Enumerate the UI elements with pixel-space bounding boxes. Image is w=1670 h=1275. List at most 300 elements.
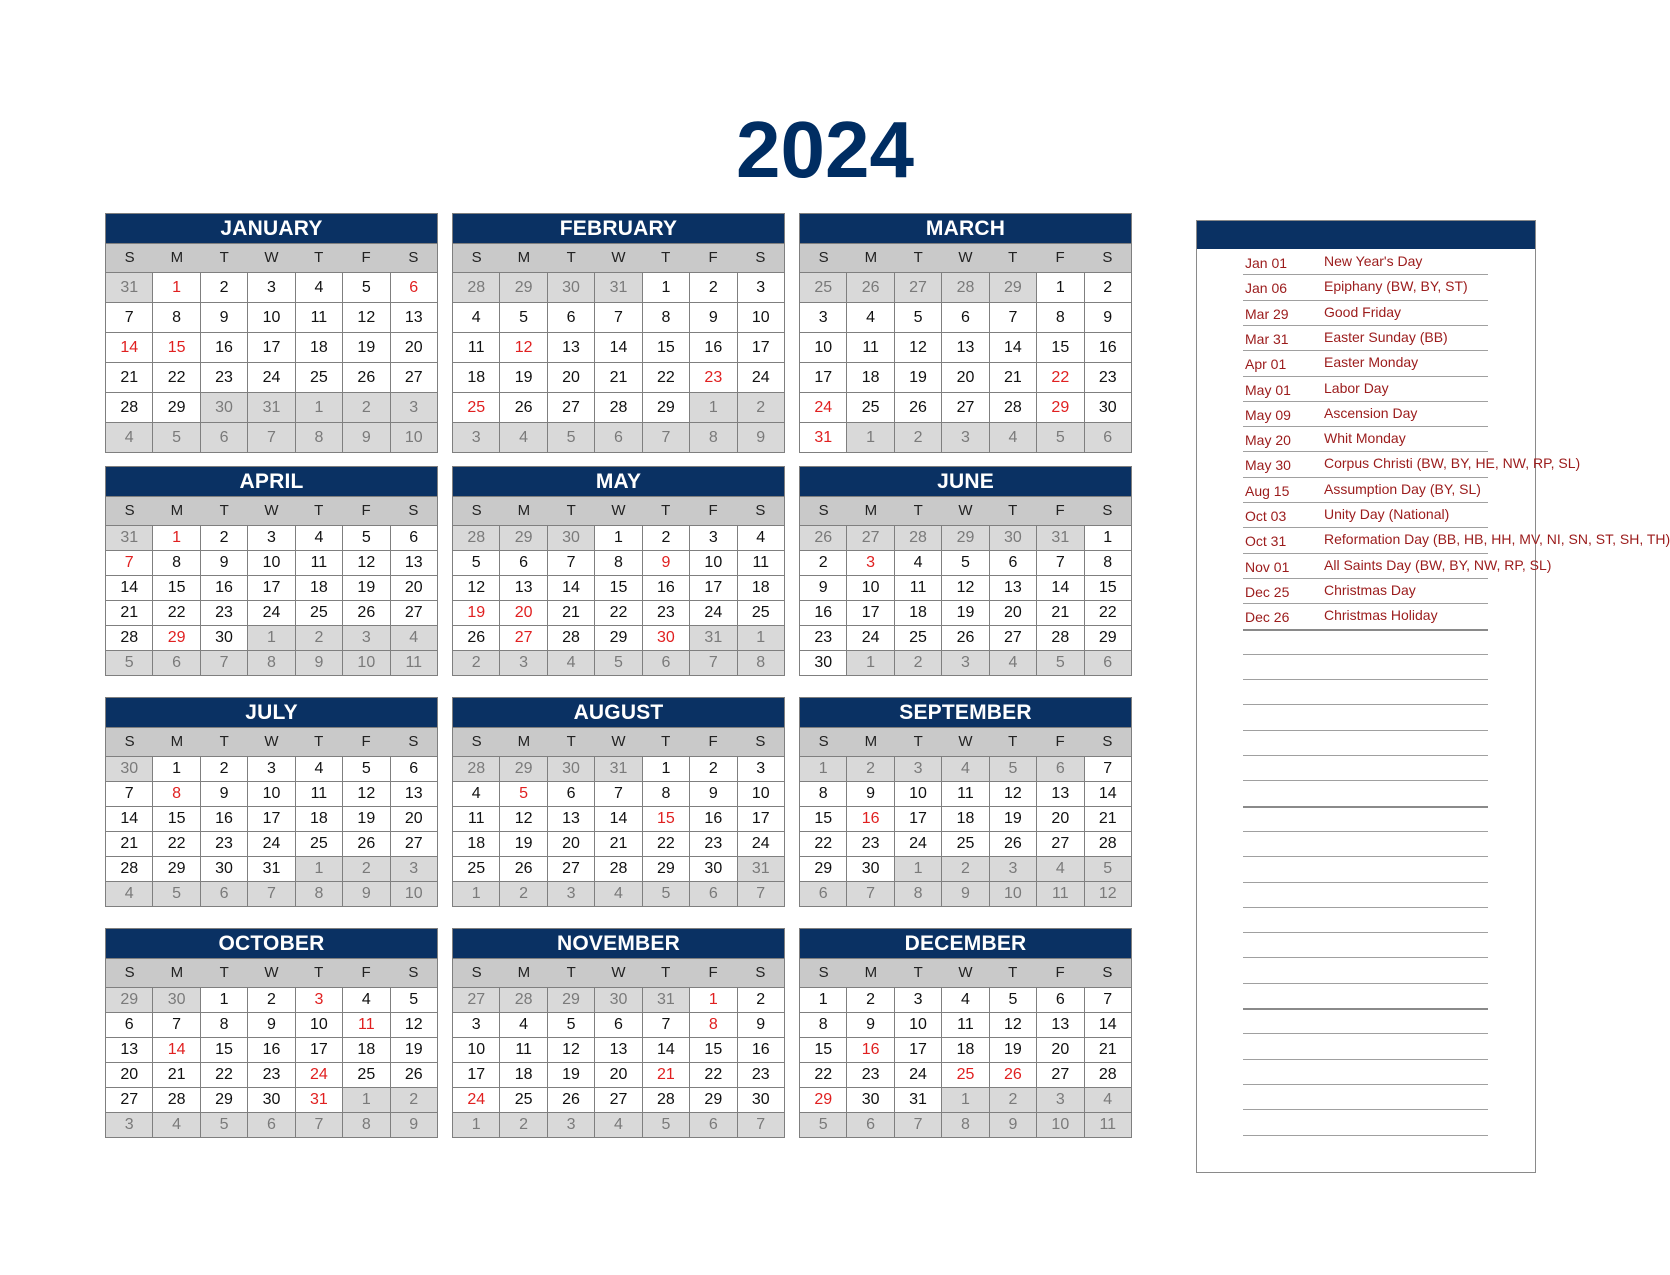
day-cell-other-month: 2 (846, 757, 893, 781)
day-cell-holiday: 24 (467, 1091, 486, 1108)
day-cell: 13 (390, 303, 437, 332)
day-cell: 30 (846, 857, 893, 881)
month-name: APRIL (106, 467, 437, 496)
day-cell-other-month: 3 (941, 651, 988, 675)
holiday-panel-header (1197, 221, 1535, 249)
day-cell-holiday: 25 (941, 1063, 988, 1087)
holiday-rule-line (1243, 983, 1488, 984)
holiday-date: May 01 (1245, 381, 1291, 398)
week-row (106, 422, 437, 452)
day-cell: 21 (1084, 807, 1131, 831)
month-name: JULY (106, 698, 437, 727)
day-cell-other-month: 10 (390, 882, 437, 906)
day-cell-holiday: 3 (295, 988, 342, 1012)
day-cell: 6 (390, 757, 437, 781)
day-cell: 15 (814, 1041, 833, 1058)
day-cell: 1 (642, 757, 689, 781)
day-cell: 5 (547, 1013, 594, 1037)
day-cell-other-month: 3 (989, 857, 1036, 881)
weekday-label: W (958, 733, 973, 750)
day-cell: 24 (737, 363, 784, 392)
day-cell: 17 (247, 807, 294, 831)
weekday-label: M (864, 502, 878, 519)
day-cell: 6 (390, 526, 437, 550)
week-row (453, 302, 784, 332)
day-cell: 24 (846, 626, 893, 650)
holiday-name: Corpus Christi (BW, BY, HE, NW, RP, SL) (1324, 455, 1581, 472)
week-row (453, 781, 784, 806)
week-row (106, 856, 437, 881)
weekday-label: M (170, 733, 184, 750)
day-cell: 14 (594, 807, 641, 831)
week-row (106, 1037, 437, 1062)
day-cell: 14 (594, 333, 641, 362)
weekday-label: W (611, 733, 626, 750)
day-cell-other-month: 10 (1036, 1113, 1083, 1137)
week-row (453, 650, 784, 675)
month-name: NOVEMBER (453, 929, 784, 958)
weekday-label: T (1008, 964, 1018, 981)
day-cell: 24 (894, 1063, 941, 1087)
day-cell-other-month: 29 (499, 526, 546, 550)
day-cell: 27 (390, 832, 437, 856)
day-cell-other-month: 7 (894, 1113, 941, 1137)
week-row (106, 575, 437, 600)
day-cell-other-month: 1 (800, 757, 846, 781)
weekday-label: F (708, 249, 718, 266)
day-cell: 20 (120, 1066, 139, 1083)
day-cell: 22 (200, 1063, 247, 1087)
holiday-rule-line (1243, 629, 1488, 631)
day-cell: 5 (471, 554, 481, 571)
day-cell: 10 (247, 782, 294, 806)
week-row (106, 392, 437, 422)
day-cell-other-month: 1 (342, 1088, 389, 1112)
week-row (453, 756, 784, 781)
holiday-rule-line (1243, 553, 1488, 554)
weekday-label: M (517, 249, 531, 266)
day-cell: 14 (642, 1038, 689, 1062)
week-row (453, 525, 784, 550)
holiday-rule-line (1243, 502, 1488, 503)
weekday-label: W (611, 502, 626, 519)
day-cell: 19 (499, 832, 546, 856)
holiday-rule-line (1243, 957, 1488, 958)
day-cell-other-month: 2 (894, 651, 941, 675)
day-cell: 13 (120, 1041, 139, 1058)
holiday-rule-line (1243, 1008, 1488, 1010)
day-cell-other-month: 31 (737, 857, 784, 881)
month-december (799, 928, 1132, 1138)
day-cell: 11 (467, 339, 485, 356)
day-cell: 29 (642, 857, 689, 881)
day-cell-other-month: 3 (390, 393, 437, 422)
day-cell: 6 (941, 303, 988, 332)
day-cell-other-month: 1 (737, 626, 784, 650)
day-cell: 13 (547, 333, 594, 362)
day-cell: 11 (737, 551, 784, 575)
day-cell: 25 (941, 832, 988, 856)
day-cell-other-month: 30 (547, 526, 594, 550)
holiday-name: Labor Day (1324, 379, 1389, 396)
month-september (799, 697, 1132, 907)
day-cell: 30 (200, 857, 247, 881)
day-cell-holiday: 29 (814, 1091, 833, 1108)
week-row (106, 332, 437, 362)
day-cell-other-month: 29 (499, 273, 546, 302)
holiday-rule-line (1243, 1109, 1488, 1110)
day-cell: 22 (642, 832, 689, 856)
day-cell: 25 (894, 626, 941, 650)
day-cell-other-month: 6 (1084, 423, 1131, 452)
week-row (800, 987, 1131, 1012)
day-cell-holiday: 29 (1036, 393, 1083, 422)
week-row (106, 781, 437, 806)
day-cell: 27 (120, 1091, 139, 1108)
week-row (800, 302, 1131, 332)
holiday-rule-line (1243, 704, 1488, 705)
day-cell: 12 (499, 807, 546, 831)
week-row (800, 362, 1131, 392)
day-cell: 13 (547, 807, 594, 831)
day-cell: 30 (200, 626, 247, 650)
weekday-label: T (661, 964, 671, 981)
day-cell-holiday: 25 (467, 399, 486, 416)
day-cell-other-month: 1 (941, 1088, 988, 1112)
day-cell: 6 (124, 1016, 134, 1033)
holiday-rule-line (1243, 451, 1488, 452)
day-cell-other-month: 31 (106, 273, 152, 302)
day-cell-other-month: 30 (106, 757, 152, 781)
day-cell: 20 (390, 807, 437, 831)
weekday-label: F (1055, 249, 1065, 266)
day-cell: 23 (1084, 363, 1131, 392)
day-cell: 8 (1036, 303, 1083, 332)
day-cell-other-month: 6 (594, 423, 641, 452)
day-cell: 9 (689, 782, 736, 806)
day-cell-other-month: 7 (295, 1113, 342, 1137)
week-row (453, 625, 784, 650)
day-cell-holiday: 14 (120, 339, 139, 356)
holiday-date: Jan 01 (1245, 255, 1288, 271)
week-row (453, 550, 784, 575)
day-cell-other-month: 4 (390, 626, 437, 650)
day-cell-other-month: 9 (390, 1113, 437, 1137)
day-cell: 18 (342, 1038, 389, 1062)
day-cell: 15 (594, 576, 641, 600)
weekday-label: S (471, 733, 482, 750)
day-cell-other-month: 10 (342, 651, 389, 675)
day-cell-other-month: 3 (547, 1113, 594, 1137)
weekday-label: S (755, 502, 766, 519)
day-cell-holiday: 6 (390, 273, 437, 302)
day-cell-other-month: 4 (989, 651, 1036, 675)
day-cell: 6 (989, 551, 1036, 575)
day-cell: 18 (941, 807, 988, 831)
day-cell: 26 (894, 393, 941, 422)
day-cell-other-month: 31 (594, 757, 641, 781)
month-august (452, 697, 785, 907)
day-cell-other-month: 3 (106, 1113, 152, 1137)
holiday-rule-line (1243, 1084, 1488, 1085)
week-row (453, 332, 784, 362)
day-cell-holiday: 31 (814, 429, 833, 446)
day-cell-other-month: 10 (390, 423, 437, 452)
day-cell: 14 (1084, 782, 1131, 806)
week-row (453, 1062, 784, 1087)
day-cell: 16 (814, 604, 833, 621)
day-cell: 12 (342, 303, 389, 332)
day-cell-holiday: 26 (989, 1063, 1036, 1087)
weekday-header-row (800, 727, 1131, 756)
holiday-date: May 20 (1245, 432, 1291, 449)
day-cell: 11 (467, 810, 485, 827)
day-cell-other-month: 7 (737, 1113, 784, 1137)
day-cell: 11 (295, 551, 342, 575)
weekday-header-row (800, 496, 1131, 525)
week-row (106, 600, 437, 625)
week-row (106, 1087, 437, 1112)
weekday-header-row (106, 496, 437, 525)
day-cell: 23 (846, 1063, 893, 1087)
holiday-rule-line (1243, 907, 1488, 908)
weekday-label: F (361, 502, 371, 519)
day-cell-other-month: 4 (152, 1113, 199, 1137)
day-cell-holiday: 1 (152, 526, 199, 550)
weekday-label: T (566, 249, 576, 266)
day-cell: 3 (247, 273, 294, 302)
day-cell-holiday: 30 (642, 626, 689, 650)
day-cell-other-month: 5 (642, 1113, 689, 1137)
week-row (800, 1037, 1131, 1062)
day-cell: 29 (200, 1088, 247, 1112)
day-cell: 8 (642, 303, 689, 332)
weekday-label: W (611, 964, 626, 981)
holiday-name: Easter Sunday (BB) (1324, 328, 1448, 345)
day-cell-holiday: 22 (1036, 363, 1083, 392)
weekday-label: T (219, 733, 229, 750)
day-cell: 9 (846, 1013, 893, 1037)
day-cell: 13 (989, 576, 1036, 600)
day-cell: 21 (120, 604, 139, 621)
holiday-name: Reformation Day (BB, HB, HH, MV, NI, SN, ST, SH, TH) (1324, 531, 1670, 548)
weekday-label: S (408, 964, 419, 981)
holiday-rule-line (1243, 376, 1488, 377)
weekday-label: T (913, 733, 923, 750)
day-cell: 28 (120, 399, 139, 416)
holiday-rule-line (1243, 603, 1488, 604)
weekday-label: S (408, 249, 419, 266)
day-cell: 15 (200, 1038, 247, 1062)
holiday-rule-line (1243, 1059, 1488, 1060)
day-cell: 5 (989, 988, 1036, 1012)
day-cell: 25 (295, 363, 342, 392)
weekday-label: T (219, 502, 229, 519)
day-cell: 15 (814, 810, 833, 827)
day-cell-other-month: 27 (894, 273, 941, 302)
weekday-label: T (314, 733, 324, 750)
day-cell: 27 (390, 363, 437, 392)
day-cell-other-month: 2 (453, 651, 499, 675)
day-cell: 22 (152, 832, 199, 856)
week-row (800, 625, 1131, 650)
week-row (800, 881, 1131, 906)
day-cell: 1 (594, 526, 641, 550)
day-cell: 5 (342, 273, 389, 302)
day-cell: 30 (689, 857, 736, 881)
day-cell: 10 (894, 1013, 941, 1037)
day-cell: 2 (846, 988, 893, 1012)
weekday-header-row (453, 958, 784, 987)
weekday-label: T (314, 964, 324, 981)
day-cell-other-month: 28 (453, 273, 499, 302)
day-cell-other-month: 5 (800, 1113, 846, 1137)
holiday-rule-line (1243, 401, 1488, 402)
day-cell: 17 (247, 333, 294, 362)
weekday-label: M (517, 964, 531, 981)
day-cell: 27 (594, 1088, 641, 1112)
day-cell: 4 (941, 988, 988, 1012)
month-july (105, 697, 438, 907)
day-cell: 23 (200, 832, 247, 856)
week-row (800, 1087, 1131, 1112)
day-cell: 4 (342, 988, 389, 1012)
day-cell: 25 (295, 832, 342, 856)
day-cell-other-month: 6 (247, 1113, 294, 1137)
day-cell: 28 (594, 857, 641, 881)
day-cell: 3 (471, 1016, 481, 1033)
day-cell-other-month: 3 (342, 626, 389, 650)
day-cell: 16 (1084, 333, 1131, 362)
weekday-label: M (170, 502, 184, 519)
weekday-label: T (661, 502, 671, 519)
month-may (452, 466, 785, 676)
day-cell: 19 (989, 807, 1036, 831)
holiday-rule-line (1243, 1135, 1488, 1136)
day-cell: 18 (295, 333, 342, 362)
day-cell: 1 (642, 273, 689, 302)
weekday-label: T (566, 964, 576, 981)
day-cell-other-month: 3 (1036, 1088, 1083, 1112)
month-name: SEPTEMBER (800, 698, 1131, 727)
day-cell: 27 (1036, 1063, 1083, 1087)
day-cell-other-month: 9 (295, 651, 342, 675)
day-cell-other-month: 5 (152, 423, 199, 452)
weekday-label: F (361, 249, 371, 266)
day-cell: 7 (547, 551, 594, 575)
weekday-label: S (471, 502, 482, 519)
day-cell: 18 (467, 369, 486, 386)
day-cell: 18 (737, 576, 784, 600)
day-cell: 9 (689, 303, 736, 332)
holiday-rule-line (1243, 527, 1488, 528)
day-cell: 9 (737, 1013, 784, 1037)
week-row (106, 987, 437, 1012)
weekday-label: S (755, 733, 766, 750)
day-cell: 28 (120, 629, 139, 646)
day-cell: 26 (547, 1088, 594, 1112)
day-cell-other-month: 27 (846, 526, 893, 550)
week-row (800, 422, 1131, 452)
weekday-label: S (408, 502, 419, 519)
day-cell: 21 (594, 832, 641, 856)
day-cell: 29 (1084, 626, 1131, 650)
weekday-label: F (361, 733, 371, 750)
day-cell-other-month: 2 (295, 626, 342, 650)
day-cell: 5 (499, 303, 546, 332)
day-cell-holiday: 8 (152, 782, 199, 806)
day-cell-other-month: 2 (941, 857, 988, 881)
day-cell: 6 (594, 1013, 641, 1037)
day-cell: 7 (152, 1013, 199, 1037)
day-cell: 20 (1036, 1038, 1083, 1062)
weekday-label: S (124, 964, 135, 981)
day-cell: 4 (295, 273, 342, 302)
day-cell: 4 (471, 309, 481, 326)
weekday-label: F (708, 964, 718, 981)
weekday-label: T (661, 249, 671, 266)
week-row (800, 575, 1131, 600)
day-cell: 15 (152, 807, 199, 831)
day-cell-other-month: 4 (106, 882, 152, 906)
holiday-name: Epiphany (BW, BY, ST) (1324, 278, 1468, 295)
day-cell: 23 (846, 832, 893, 856)
week-row (106, 1062, 437, 1087)
weekday-label: W (958, 249, 973, 266)
holiday-name: Easter Monday (1324, 354, 1419, 371)
day-cell: 17 (846, 601, 893, 625)
day-cell: 14 (1084, 1013, 1131, 1037)
day-cell: 26 (342, 832, 389, 856)
day-cell: 23 (737, 1063, 784, 1087)
day-cell: 4 (499, 1013, 546, 1037)
day-cell: 8 (818, 1016, 828, 1033)
day-cell: 7 (1084, 988, 1131, 1012)
holiday-name: Ascension Day (1324, 404, 1418, 421)
month-name: DECEMBER (800, 929, 1131, 958)
day-cell: 13 (1036, 1013, 1083, 1037)
weekday-label: S (408, 733, 419, 750)
day-cell-other-month: 3 (499, 651, 546, 675)
day-cell: 11 (295, 782, 342, 806)
day-cell-other-month: 5 (106, 651, 152, 675)
day-cell-holiday: 24 (814, 399, 833, 416)
day-cell-other-month: 31 (594, 273, 641, 302)
holiday-rule-line (1243, 325, 1488, 326)
day-cell: 12 (941, 576, 988, 600)
day-cell: 13 (390, 782, 437, 806)
day-cell-other-month: 27 (453, 988, 499, 1012)
day-cell: 27 (1036, 832, 1083, 856)
day-cell: 17 (737, 333, 784, 362)
day-cell-other-month: 5 (989, 757, 1036, 781)
day-cell-other-month: 9 (737, 423, 784, 452)
day-cell-other-month: 11 (1036, 882, 1083, 906)
day-cell: 25 (342, 1063, 389, 1087)
day-cell-other-month: 31 (106, 526, 152, 550)
day-cell: 13 (594, 1038, 641, 1062)
day-cell: 13 (941, 333, 988, 362)
day-cell: 29 (152, 857, 199, 881)
holiday-date: Nov 01 (1245, 558, 1290, 575)
day-cell: 2 (689, 757, 736, 781)
day-cell-other-month: 8 (342, 1113, 389, 1137)
day-cell: 23 (200, 601, 247, 625)
day-cell: 13 (1036, 782, 1083, 806)
day-cell-other-month: 4 (989, 423, 1036, 452)
week-row (106, 1112, 437, 1137)
day-cell: 31 (247, 857, 294, 881)
